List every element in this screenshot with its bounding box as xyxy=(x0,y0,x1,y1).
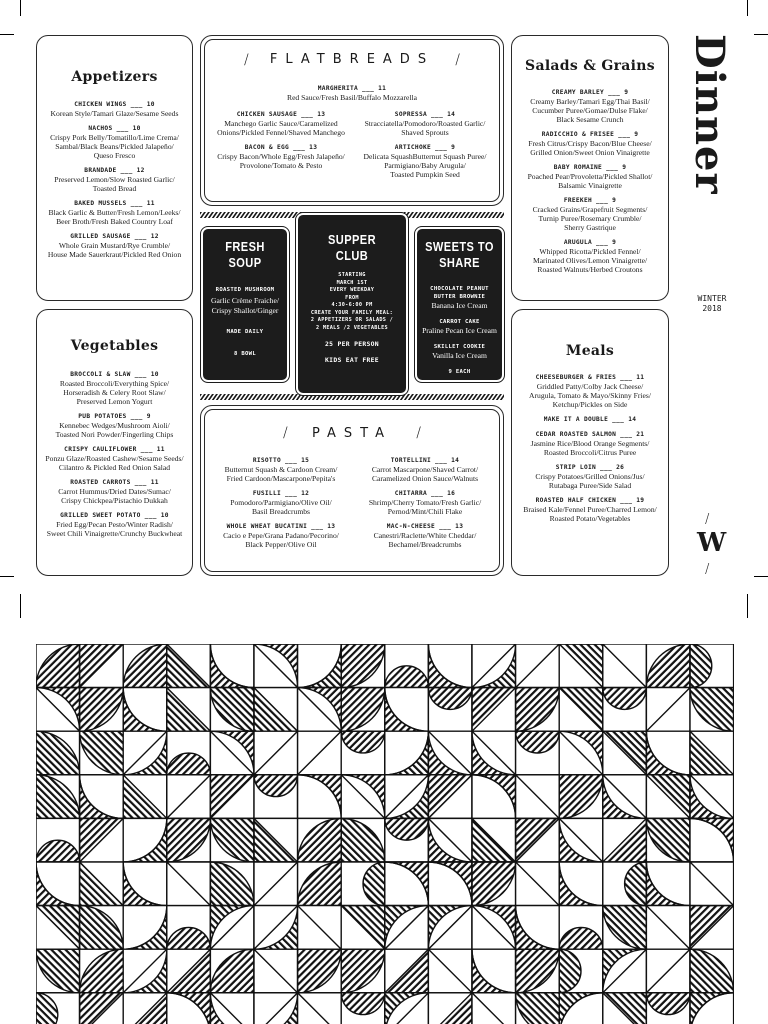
flatbreads-title: FLATBREADS xyxy=(269,52,435,67)
menu-item xyxy=(353,522,497,549)
menu-item-name: WHOLE WHEAT BUCATINI ___ 13 xyxy=(226,523,336,530)
menu-item-desc: Roasted Potato/Vegetables xyxy=(549,514,631,523)
menu-item-name: CEDAR ROASTED SALMON ___ 21 xyxy=(535,431,645,438)
sweets-title-line: SWEETS TO xyxy=(425,239,494,254)
menu-item-desc: Stracciatella/Pomodoro/Roasted Garlic/ xyxy=(364,119,486,128)
pasta-panel xyxy=(200,405,504,576)
menu-item-desc: Braised Kale/Fennel Puree/Charred Lemon/ xyxy=(523,505,657,514)
menu-item-name: NACHOS ___ 10 xyxy=(88,125,141,132)
soup-desc-line: Garlic Crème Fraiche/ xyxy=(211,296,279,305)
supper-club-line: 2 MEALS /2 VEGETABLES xyxy=(316,324,388,331)
menu-item xyxy=(518,88,662,124)
crop-mark xyxy=(754,576,768,577)
menu-item xyxy=(353,489,497,516)
supper-club-price: 25 PER PERSON xyxy=(325,340,379,348)
menu-item-desc: Black Garlic & Butter/Fresh Lemon/Leeks/ xyxy=(48,208,181,217)
menu-item-desc: Fried Egg/Pecan Pesto/Winter Radish/ xyxy=(56,520,173,529)
supper-club-line: FROM xyxy=(345,294,359,301)
supper-club-title-line: CLUB xyxy=(335,248,369,263)
sweet-item-desc: Praline Pecan Ice Cream xyxy=(422,326,497,335)
fresh-soup-title-line: SOUP xyxy=(228,255,262,270)
vegetables-list xyxy=(43,370,186,544)
menu-item-desc: Arugula, Tomato & Mayo/Skinny Fries/ xyxy=(529,391,651,400)
menu-item-name: RISOTTO ___ 15 xyxy=(252,457,310,464)
menu-item-name: BACON & EGG ___ 13 xyxy=(244,144,318,151)
menu-item-desc: Crispy Bacon/Whole Egg/Fresh Jalapeño/ xyxy=(217,152,345,161)
menu-item xyxy=(353,456,497,483)
menu-item-name: ARUGULA ___ 9 xyxy=(563,239,617,246)
menu-item-desc: Pernod/Mint/Chili Flake xyxy=(387,507,463,516)
menu-item xyxy=(43,370,186,406)
menu-item-desc: Toasted Nori Powder/Fingerling Chips xyxy=(55,430,174,439)
sweet-item-name: BUTTER BROWNIE xyxy=(433,294,486,300)
menu-item-name: CHITARRA ___ 16 xyxy=(394,490,456,497)
menu-item-desc: Horseradish & Celery Root Slaw/ xyxy=(63,388,166,397)
menu-item xyxy=(43,511,186,538)
appetizers-list xyxy=(43,100,186,265)
soup-name: ROASTED MUSHROOM xyxy=(215,287,275,293)
menu-item-name: ROASTED CARROTS ___ 11 xyxy=(70,479,159,486)
menu-item xyxy=(353,110,497,137)
menu-item-desc: Fresh Citrus/Crispy Bacon/Blue Cheese/ xyxy=(528,139,652,148)
menu-item-desc: Beer Broth/Fresh Baked Country Loaf xyxy=(56,217,173,226)
menu-item xyxy=(518,373,662,409)
sweets-box xyxy=(415,227,504,382)
soup-desc-line: Crispy Shallot/Ginger xyxy=(211,306,279,315)
season-label xyxy=(688,294,736,314)
menu-item-desc: Cucumber Puree/Gomae/Dulse Flake/ xyxy=(532,106,648,115)
soup-desc xyxy=(203,296,287,316)
menu-item-desc: Cracked Grains/Grapefruit Segments/ xyxy=(532,205,648,214)
menu-item-desc: Griddled Patty/Colby Jack Cheese/ xyxy=(536,382,644,391)
menu-item xyxy=(43,478,186,505)
menu-item xyxy=(43,124,186,160)
menu-item-desc: Basil Breadcrumbs xyxy=(252,507,310,516)
slash-decoration: / xyxy=(283,425,288,441)
menu-item-name: MARGHERITA ___ 11 xyxy=(317,85,387,92)
menu-item xyxy=(518,238,662,274)
flatbreads-right-column xyxy=(353,110,497,185)
meals-list xyxy=(518,373,662,529)
menu-item-desc: Shrimp/Cherry Tomato/Fresh Garlic/ xyxy=(368,498,482,507)
menu-item-name: MAC-N-CHEESE ___ 13 xyxy=(386,523,464,530)
menu-item-desc: Onions/Pickled Fennel/Shaved Manchego xyxy=(217,128,345,137)
menu-item xyxy=(518,130,662,157)
season-line: WINTER xyxy=(697,294,727,303)
menu-item-name: GRILLED SAUSAGE ___ 12 xyxy=(70,233,159,240)
menu-item-desc: Grilled Onion/Sweet Onion Vinaigrette xyxy=(530,148,650,157)
crop-mark xyxy=(754,34,768,35)
menu-item xyxy=(43,100,186,118)
supper-club-line: 2 APPETIZERS OR SALADS / xyxy=(310,317,394,323)
crop-mark xyxy=(0,576,14,577)
supper-club-kids: KIDS EAT FREE xyxy=(325,356,379,364)
vegetables-title: Vegetables xyxy=(70,338,159,354)
menu-item-name: RADICCHIO & FRISEE ___ 9 xyxy=(541,131,639,138)
supper-club-line: STARTING xyxy=(338,272,366,278)
menu-item-desc: Ketchup/Pickles on Side xyxy=(552,400,628,409)
menu-item-desc: Crispy Potatoes/Grilled Onions/Jus/ xyxy=(535,472,645,481)
crop-mark xyxy=(0,34,14,35)
meals-panel xyxy=(511,309,669,576)
menu-item-desc: Provolone/Tomato & Pesto xyxy=(239,161,323,170)
supper-club-box xyxy=(296,213,408,395)
menu-item-desc: Preserved Lemon Yogurt xyxy=(76,397,153,406)
menu-item-desc: Delicata SquashButternut Squash Puree/ xyxy=(363,152,487,161)
sweet-item-desc: Vanilla Ice Cream xyxy=(432,351,487,360)
flatbreads-top-item xyxy=(241,84,463,108)
menu-item-desc: Korean Style/Tamari Glaze/Sesame Seeds xyxy=(50,109,179,118)
menu-item xyxy=(43,445,186,472)
menu-item-desc: Parmigiano/Baby Arugula/ xyxy=(384,161,466,170)
slash-decoration: / xyxy=(455,52,460,68)
menu-item-name: CREAMY BARLEY ___ 9 xyxy=(551,89,629,96)
menu-item-desc: Marinated Olives/Lemon Vinaigrette/ xyxy=(532,256,648,265)
menu-item-desc: Black Pepper/Olive Oil xyxy=(245,540,317,549)
menu-item-name: BRANDADE ___ 12 xyxy=(84,167,145,174)
menu-item-name: BROCCOLI & SLAW ___ 10 xyxy=(70,371,159,378)
season-line: 2018 xyxy=(702,304,722,313)
menu-item-desc: Kennebec Wedges/Mushroom Aioli/ xyxy=(59,421,170,430)
menu-item-desc: House Made Sauerkraut/Pickled Red Onion xyxy=(47,250,182,259)
menu-item-name: STRIP LOIN ___ 26 xyxy=(555,464,625,471)
menu-item-desc: Cacio e Pepe/Grana Padano/Pecorino/ xyxy=(223,531,339,540)
sweets-price: 9 EACH xyxy=(448,369,471,375)
appetizers-title: Appetizers xyxy=(71,69,158,85)
flatbreads-left-column xyxy=(209,110,353,176)
menu-item-desc: Toasted Pumpkin Seed xyxy=(390,170,460,179)
meals-title: Meals xyxy=(565,343,615,359)
soup-made-daily: MADE DAILY xyxy=(226,329,264,335)
menu-item-desc: Butternut Squash & Cardoon Cream/ xyxy=(224,465,338,474)
menu-item-desc: Manchego Garlic Sauce/Caramelized xyxy=(224,119,338,128)
salads-list xyxy=(518,88,662,280)
sweet-item-name: CARROT CAKE xyxy=(439,319,480,325)
menu-item-desc: Shaved Sprouts xyxy=(401,128,449,137)
menu-item-desc: Sherry Gastrique xyxy=(564,223,616,232)
menu-item-desc: Bechamel/Breadcrumbs xyxy=(388,540,462,549)
menu-item-desc: Ponzu Glaze/Roasted Cashew/Sesame Seeds/ xyxy=(45,454,184,463)
menu-item xyxy=(518,496,662,523)
crop-mark xyxy=(20,0,21,16)
fresh-soup-title xyxy=(209,239,280,271)
menu-item xyxy=(353,143,497,179)
supper-club-line: 4:30-6:00 PM xyxy=(331,302,373,308)
sweet-item xyxy=(417,343,502,361)
menu-item-name: BAKED MUSSELS ___ 11 xyxy=(74,200,155,207)
menu-item-desc: Crispy Chickpea/Pistachio Dukkah xyxy=(61,496,168,505)
menu-item xyxy=(241,84,463,102)
menu-item xyxy=(518,163,662,190)
supper-club-title-line: SUPPER xyxy=(328,232,376,247)
crop-mark xyxy=(747,0,748,16)
menu-item xyxy=(518,430,662,457)
menu-item-desc: Pomodoro/Parmigiano/Olive Oil/ xyxy=(230,498,332,507)
menu-item xyxy=(518,415,662,424)
menu-item xyxy=(43,166,186,193)
menu-item-desc: Carrot Hummus/Dried Dates/Sumac/ xyxy=(58,487,171,496)
menu-item-desc: Whole Grain Mustard/Rye Crumble/ xyxy=(58,241,171,250)
menu-item-desc: Canestri/Raclette/White Cheddar/ xyxy=(373,531,477,540)
pasta-title: PASTA xyxy=(312,426,392,441)
supper-club-details xyxy=(298,272,406,332)
supper-club-line: CREATE YOUR FAMILY MEAL: xyxy=(310,309,394,316)
menu-item-desc: Sweet Chili Vinaigrette/Crunchy Buckwheat xyxy=(46,529,183,538)
appetizers-panel xyxy=(36,35,193,301)
menu-item-desc: Queso Fresco xyxy=(93,151,136,160)
w-logo: W xyxy=(697,528,727,558)
supper-club-title xyxy=(306,232,398,264)
sweet-item-name: SKILLET COOKIE xyxy=(433,344,486,350)
menu-item-desc: Jasmine Rice/Blood Orange Segments/ xyxy=(530,439,650,448)
menu-item-name: BABY ROMAINE ___ 9 xyxy=(553,164,627,171)
menu-item-desc: Turnip Puree/Rosemary Crumble/ xyxy=(538,214,642,223)
menu-item-desc: Creamy Barley/Tamari Egg/Thai Basil/ xyxy=(530,97,650,106)
menu-item xyxy=(518,463,662,490)
sweets-title-line: SHARE xyxy=(439,255,480,270)
salads-title: Salads & Grains xyxy=(525,58,655,74)
menu-item xyxy=(43,232,186,259)
menu-item xyxy=(518,196,662,232)
menu-item-desc: Cilantro & Pickled Red Onion Salad xyxy=(58,463,171,472)
slash-decoration: / xyxy=(705,512,710,527)
menu-item-name: SOPRESSA ___ 14 xyxy=(394,111,456,118)
fresh-soup-box xyxy=(201,227,289,382)
flatbreads-panel xyxy=(200,35,504,206)
menu-item-name: CHICKEN WINGS ___ 10 xyxy=(74,101,155,108)
menu-item-desc: Crispy Pork Belly/Tomatillo/Lime Crema/ xyxy=(50,133,179,142)
menu-item-desc: Balsamic Vinaigrette xyxy=(558,181,622,190)
menu-item-name: CRISPY CAULIFLOWER ___ 11 xyxy=(64,446,165,453)
menu-item-desc: Carrot Mascarpone/Shaved Carrot/ xyxy=(371,465,479,474)
menu-item-desc: Whipped Ricotta/Pickled Fennel/ xyxy=(539,247,641,256)
menu-item-desc: Red Sauce/Fresh Basil/Buffalo Mozzarella xyxy=(287,93,417,102)
sweet-item xyxy=(417,285,502,311)
sweet-item-name: CHOCOLATE PEANUT xyxy=(430,286,489,292)
salads-panel xyxy=(511,35,669,301)
pasta-right-column xyxy=(353,456,497,555)
slash-decoration: / xyxy=(416,425,421,441)
crop-mark xyxy=(747,594,748,618)
menu-item-desc: Roasted Broccoli/Everything Spice/ xyxy=(59,379,170,388)
menu-item xyxy=(209,522,353,549)
menu-item-name: FUSILLI ___ 12 xyxy=(252,490,310,497)
menu-item xyxy=(209,489,353,516)
menu-item-name: CHEESEBURGER & FRIES ___ 11 xyxy=(535,374,645,381)
menu-item-desc: Roasted Walnuts/Herbed Croutons xyxy=(537,265,643,274)
supper-club-line: MARCH 1ST xyxy=(336,279,368,286)
menu-item-name: CHICKEN SAUSAGE ___ 13 xyxy=(236,111,326,118)
menu-item-name: ROASTED HALF CHICKEN ___ 19 xyxy=(535,497,645,504)
slash-decoration: / xyxy=(705,562,710,577)
menu-item-name: FREEKEH ___ 9 xyxy=(563,197,617,204)
menu-item-desc: Caramelized Onion Sauce/Walnuts xyxy=(371,474,479,483)
menu-item-name: ARTICHOKE ___ 9 xyxy=(394,144,456,151)
menu-item-desc: Roasted Broccoli/Citrus Puree xyxy=(543,448,637,457)
menu-item-desc: Sambal/Black Beans/Pickled Jalapeño/ xyxy=(55,142,174,151)
menu-item-desc: Fried Cardoon/Mascarpone/Pepita's xyxy=(226,474,336,483)
sweets-list xyxy=(417,285,502,361)
menu-item xyxy=(209,456,353,483)
sweet-item xyxy=(417,318,502,336)
soup-price: 8 BOWL xyxy=(233,351,256,357)
menu-item-name: TORTELLINI ___ 14 xyxy=(390,457,460,464)
menu-item-desc: Poached Pear/Provoletta/Pickled Shallot/ xyxy=(527,172,653,181)
sweets-title xyxy=(423,239,495,271)
menu-item-desc: Preserved Lemon/Slow Roasted Garlic/ xyxy=(54,175,175,184)
geometric-pattern xyxy=(36,644,734,1024)
menu-item-desc: Toasted Bread xyxy=(92,184,137,193)
dinner-title: Dinner xyxy=(686,34,733,195)
fresh-soup-title-line: FRESH xyxy=(225,239,265,254)
menu-item-name: PUB POTATOES ___ 9 xyxy=(78,413,151,420)
menu-item xyxy=(43,199,186,226)
menu-item-desc: Black Sesame Crunch xyxy=(556,115,624,124)
vegetables-panel xyxy=(36,309,193,576)
menu-item-name: MAKE IT A DOUBLE ___ 14 xyxy=(543,416,637,423)
menu-item-desc: Rutabaga Puree/Side Salad xyxy=(548,481,632,490)
sweet-item-desc: Banana Ice Cream xyxy=(431,301,488,310)
menu-item-name: GRILLED SWEET POTATO ___ 10 xyxy=(60,512,169,519)
pasta-left-column xyxy=(209,456,353,555)
menu-item xyxy=(209,110,353,137)
menu-item xyxy=(209,143,353,170)
crop-mark xyxy=(20,594,21,618)
slash-decoration: / xyxy=(244,52,249,68)
supper-club-line: EVERY WEEKDAY xyxy=(329,287,375,293)
menu-item xyxy=(43,412,186,439)
